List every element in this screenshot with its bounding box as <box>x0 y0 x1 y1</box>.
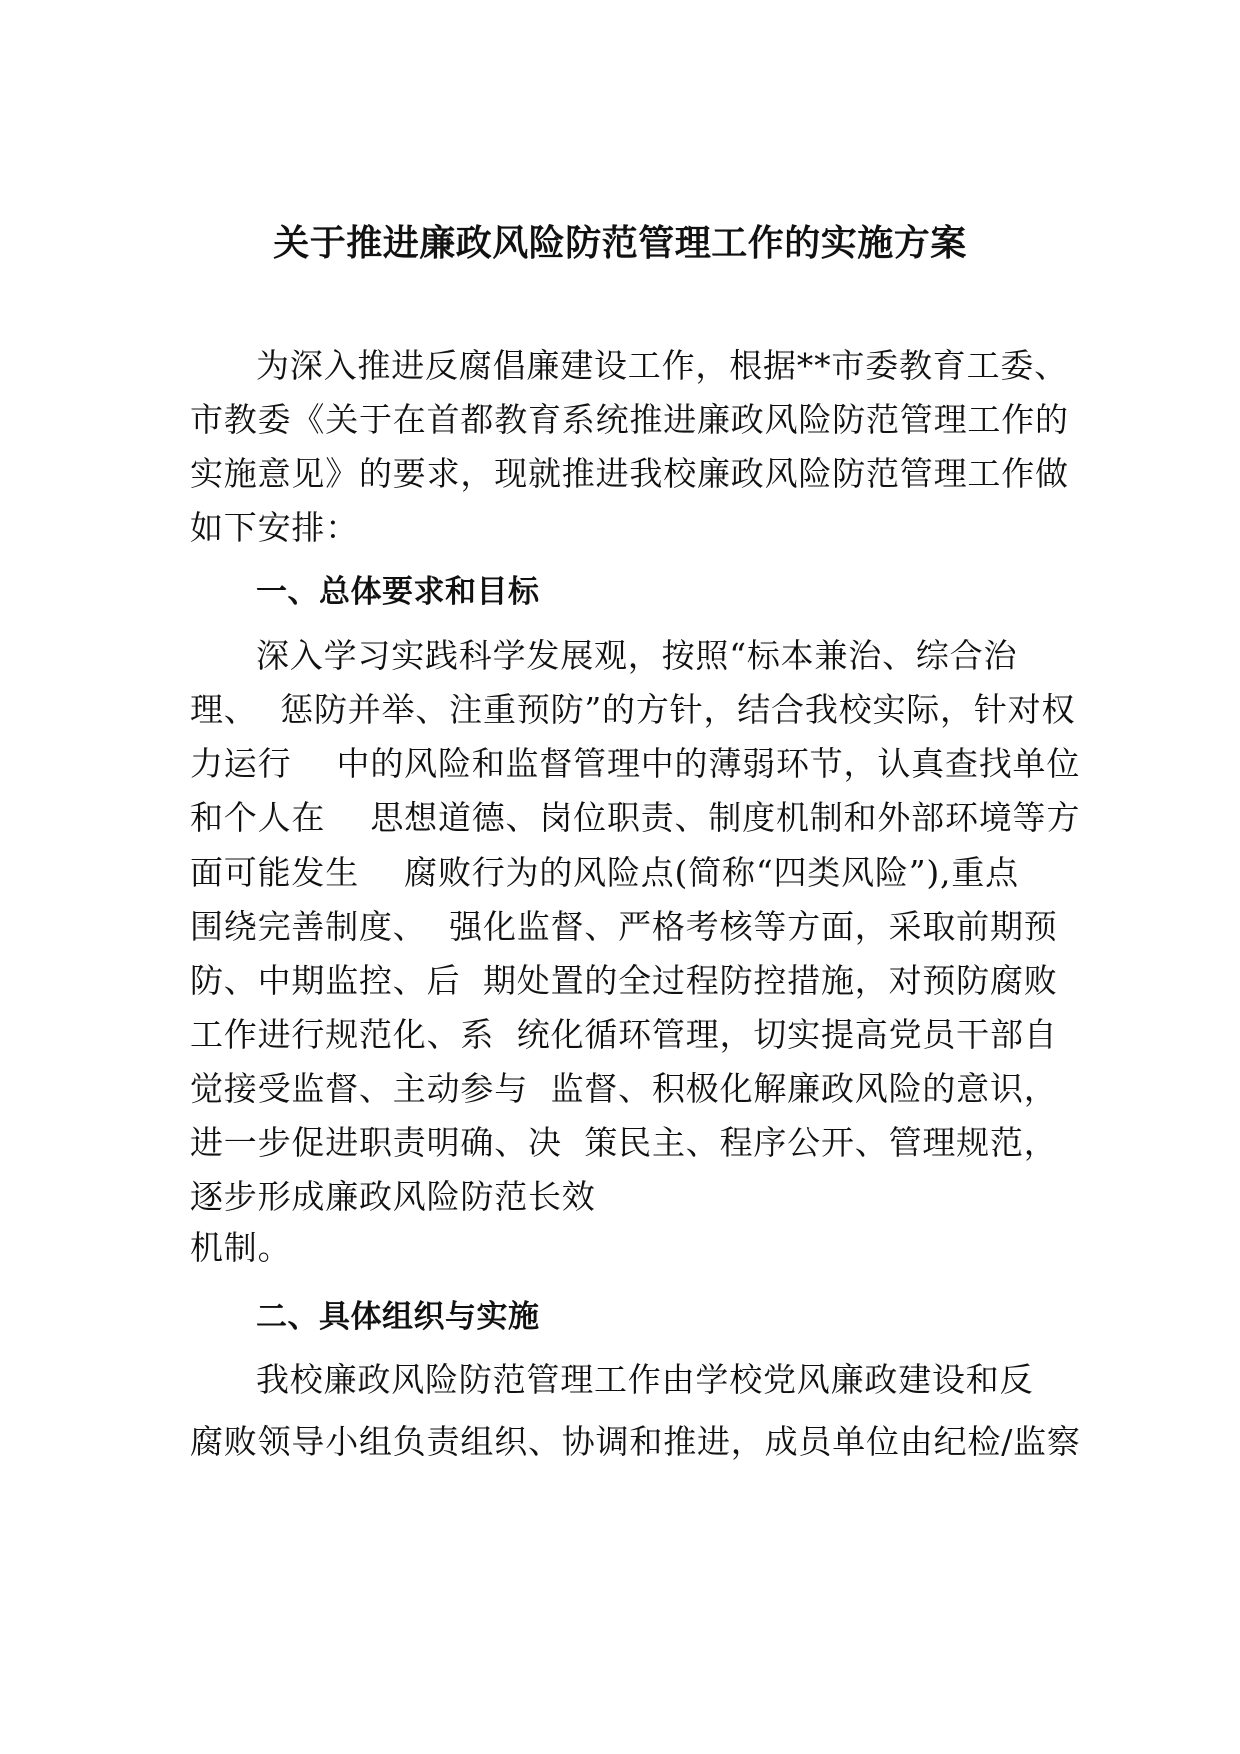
document-title: 关于推进廉政风险防范管理工作的实施方案 <box>273 223 967 264</box>
section-1-line-4: 和个人在 思想道德、岗位职责、制度机制和外部环境等方 <box>190 798 1081 837</box>
section-2-line-1: 我校廉政风险防范管理工作由学校党风廉政建设和反 <box>256 1360 1034 1399</box>
intro-line-2: 市教委《关于在首都教育系统推进廉政风险防范管理工作的 <box>190 400 1069 439</box>
intro-line-1: 为深入推进反腐倡廉建设工作，根据**市委教育工委、 <box>256 346 1068 385</box>
section-1-line-6: 围绕完善制度、 强化监督、严格考核等方面，采取前期预 <box>190 907 1058 946</box>
section-1-line-10: 进一步促进职责明确、决 策民主、程序公开、管理规范， <box>190 1123 1058 1162</box>
section-2-heading: 二、具体组织与实施 <box>256 1299 540 1335</box>
section-1-line-8: 工作进行规范化、系 统化循环管理，切实提高党员干部自 <box>190 1015 1058 1054</box>
section-1-heading: 一、总体要求和目标 <box>256 574 540 610</box>
section-1-line-12: 机制。 <box>190 1228 292 1267</box>
section-1-line-5: 面可能发生 腐败行为的风险点(简称“四类风险”),重点 <box>190 853 1019 892</box>
section-1-line-3: 力运行 中的风险和监督管理中的薄弱环节，认真查找单位 <box>190 744 1081 783</box>
section-1-line-7: 防、中期监控、后 期处置的全过程防控措施，对预防腐败 <box>190 961 1058 1000</box>
section-2-line-2: 腐败领导小组负责组织、协调和推进，成员单位由纪检/监察 <box>190 1422 1081 1461</box>
section-1-line-11: 逐步形成廉政风险防范长效 <box>190 1177 596 1216</box>
section-1-line-1: 深入学习实践科学发展观，按照“标本兼治、综合治 <box>256 636 1018 675</box>
section-1-line-9: 觉接受监督、主动参与 监督、积极化解廉政风险的意识， <box>190 1069 1058 1108</box>
intro-line-3: 实施意见》的要求，现就推进我校廉政风险防范管理工作做 <box>190 454 1069 493</box>
intro-line-4: 如下安排： <box>190 508 359 547</box>
section-1-line-2: 理、 惩防并举、注重预防”的方针，结合我校实际，针对权 <box>190 690 1076 729</box>
